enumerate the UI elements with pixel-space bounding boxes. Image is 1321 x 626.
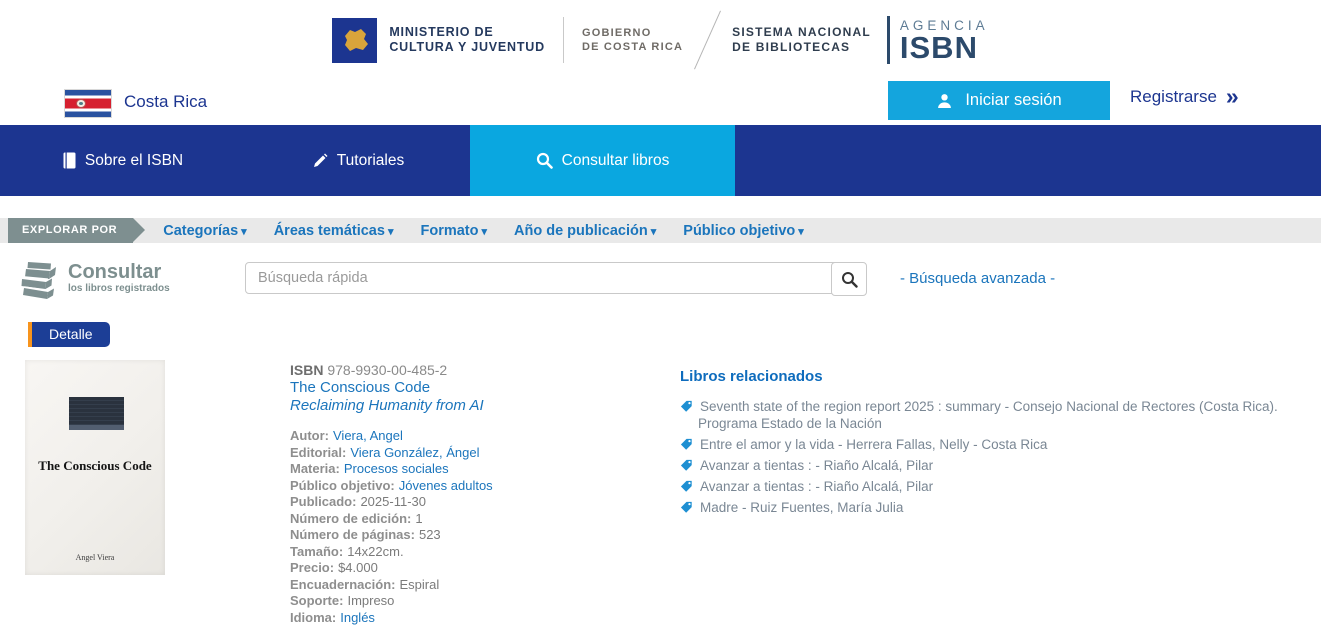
header-logo-bar	[0, 0, 1321, 80]
login-label: Iniciar sesión	[965, 91, 1061, 110]
field-encuadernacion: Encuadernación: Espiral	[290, 577, 630, 594]
divider	[563, 17, 564, 63]
filter-group	[163, 223, 804, 239]
consultar-heading: Consultar los libros registrados	[68, 262, 170, 294]
divider	[887, 16, 890, 64]
tag-icon	[680, 459, 693, 472]
field-value: 2025-11-30	[360, 494, 426, 509]
user-bar	[0, 80, 1321, 125]
field-materia: Materia: Procesos sociales	[290, 461, 630, 478]
related-books-section	[680, 368, 1312, 520]
advanced-search-link[interactable]: - Búsqueda avanzada -	[900, 270, 1055, 287]
field-value-link[interactable]: Jóvenes adultos	[399, 478, 493, 493]
book-details	[290, 362, 630, 626]
search-section	[0, 255, 1321, 310]
country-label: Costa Rica	[124, 92, 207, 112]
search-input[interactable]	[245, 262, 843, 294]
field-value: $4.000	[338, 560, 378, 575]
field-value: 523	[419, 527, 441, 542]
chevron-down-icon: ▾	[798, 226, 804, 238]
related-item-label: Seventh state of the region report 2025 : summary - Consejo Nacional de Rectores (Costa Rica). Programa Estado de la Nación	[698, 399, 1278, 431]
book-icon	[63, 152, 76, 169]
related-heading: Libros relacionados	[680, 368, 1312, 385]
explore-badge: EXPLORAR POR	[8, 218, 133, 243]
isbn-label: ISBN	[290, 362, 323, 378]
login-button[interactable]	[888, 81, 1110, 120]
field-value-link[interactable]: Inglés	[340, 610, 375, 625]
related-item[interactable]	[680, 436, 1312, 453]
ministry-logo	[332, 18, 377, 63]
isbn-value: 978-9930-00-485-2	[327, 362, 447, 378]
field-value-link[interactable]: Viera, Angel	[333, 428, 403, 443]
field-value: 1	[415, 511, 422, 526]
chevron-down-icon: ▾	[481, 226, 487, 238]
search-icon	[536, 152, 553, 169]
field-value-link[interactable]: Procesos sociales	[344, 461, 449, 476]
book-subtitle[interactable]: Reclaiming Humanity from AI	[290, 397, 630, 415]
search-button[interactable]	[831, 262, 867, 296]
agencia-isbn-logo	[887, 16, 989, 64]
nav-label: Consultar libros	[562, 152, 670, 170]
filter-formato[interactable]: Formato ▾	[420, 223, 487, 239]
tag-icon	[680, 400, 693, 413]
nav-label: Tutoriales	[337, 152, 404, 170]
ministry-name: MINISTERIO DE CULTURA Y JUVENTUD	[389, 25, 545, 55]
filter-areas-tematicas[interactable]: Áreas temáticas ▾	[274, 223, 394, 239]
tab-detalle[interactable]: Detalle	[28, 322, 110, 347]
field-autor: Autor: Viera, Angel	[290, 428, 630, 445]
related-list	[680, 398, 1312, 516]
main-nav	[0, 125, 1321, 196]
nav-item-sobre-el-isbn[interactable]	[0, 125, 246, 196]
pencil-icon	[312, 153, 328, 169]
field-numero-edicion: Número de edición: 1	[290, 511, 630, 528]
filter-categorias[interactable]: Categorías ▾	[163, 223, 246, 239]
books-stack-icon	[18, 260, 64, 300]
related-item-label: Avanzar a tientas : - Riaño Alcalá, Pilar	[700, 479, 933, 494]
tag-icon	[680, 501, 693, 514]
field-publicado: Publicado: 2025-11-30	[290, 494, 630, 511]
field-numero-paginas: Número de páginas: 523	[290, 527, 630, 544]
explore-bar	[0, 218, 1321, 243]
filter-publico-objetivo[interactable]: Público objetivo ▾	[683, 223, 804, 239]
book-title-link[interactable]: The Conscious Code	[290, 379, 630, 397]
field-value: 14x22cm.	[347, 544, 403, 559]
flag-costa-rica-icon	[65, 90, 111, 117]
chevron-down-icon: ▾	[241, 226, 247, 238]
book-cover-image	[25, 360, 165, 575]
field-list	[290, 428, 630, 626]
chevron-down-icon: ▾	[651, 226, 657, 238]
tag-icon	[680, 480, 693, 493]
related-item[interactable]	[680, 478, 1312, 495]
related-item[interactable]	[680, 398, 1312, 432]
cover-photo	[69, 397, 124, 430]
register-label: Registrarse	[1130, 87, 1217, 107]
nav-item-tutoriales[interactable]	[246, 125, 470, 196]
isbn-line	[290, 362, 630, 379]
government-name: GOBIERNO DE COSTA RICA	[582, 26, 683, 54]
filter-ano-publicacion[interactable]: Año de publicación ▾	[514, 223, 656, 239]
user-icon	[936, 92, 953, 109]
field-tamano: Tamaño: 14x22cm.	[290, 544, 630, 561]
register-link[interactable]	[1130, 87, 1239, 107]
slash-divider	[694, 11, 721, 70]
nav-item-consultar-libros[interactable]	[470, 125, 735, 196]
field-value: Impreso	[347, 593, 394, 608]
costa-rica-map-icon	[338, 23, 372, 57]
agency-label: AGENCIA	[900, 18, 989, 33]
field-value: Espiral	[399, 577, 439, 592]
related-item-label: Entre el amor y la vida - Herrera Fallas, Nelly - Costa Rica	[700, 437, 1047, 452]
tag-icon	[680, 438, 693, 451]
search-icon	[841, 271, 858, 288]
chevron-down-icon: ▾	[388, 226, 394, 238]
isbn-label: ISBN	[900, 33, 989, 63]
nav-label: Sobre el ISBN	[85, 152, 183, 170]
related-item-label: Avanzar a tientas : - Riaño Alcalá, Pilar	[700, 458, 933, 473]
related-item[interactable]	[680, 499, 1312, 516]
field-precio: Precio: $4.000	[290, 560, 630, 577]
field-publico-objetivo: Público objetivo: Jóvenes adultos	[290, 478, 630, 495]
related-item-label: Madre - Ruiz Fuentes, María Julia	[700, 500, 903, 515]
field-editorial: Editorial: Viera González, Ángel	[290, 445, 630, 462]
double-chevron-icon: »	[1226, 85, 1239, 107]
related-item[interactable]	[680, 457, 1312, 474]
field-value-link[interactable]: Viera González, Ángel	[350, 445, 479, 460]
cover-author: Angel Viera	[25, 553, 165, 562]
cover-title: The Conscious Code	[25, 458, 165, 474]
field-idioma: Idioma: Inglés	[290, 610, 630, 626]
field-soporte: Soporte: Impreso	[290, 593, 630, 610]
sinabi-name: SISTEMA NACIONAL DE BIBLIOTECAS	[732, 25, 871, 55]
